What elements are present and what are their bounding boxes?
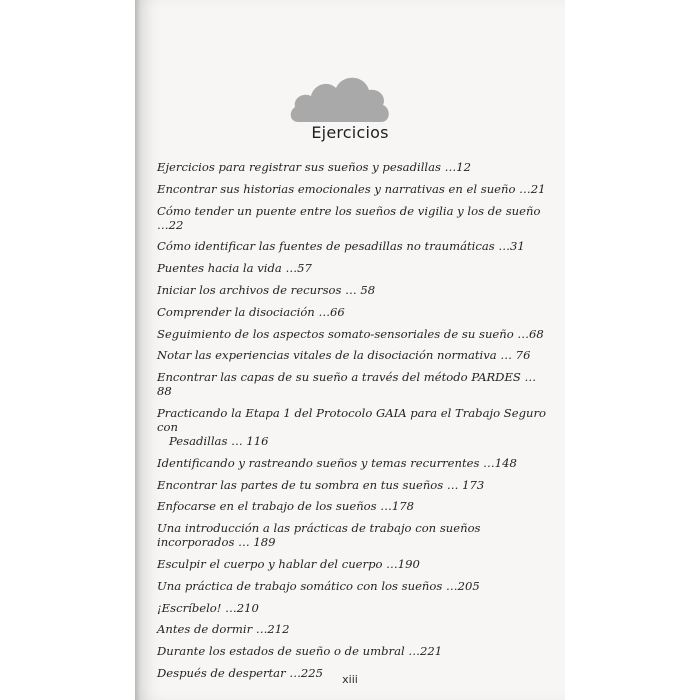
toc-entry[interactable]: Antes de dormir …212 (157, 622, 290, 637)
cloud-icon (288, 72, 392, 124)
toc-entry[interactable]: Encontrar las partes de tu sombra en tus sueños … 173 (157, 477, 485, 492)
toc-entry[interactable]: Puentes hacia la vida …57 (157, 261, 312, 276)
section-heading: Ejercicios (311, 123, 389, 142)
toc-entry[interactable] (157, 406, 547, 448)
toc-entry[interactable]: Seguimiento de los aspectos somato-sensoriales de su sueño …68 (157, 326, 544, 341)
toc-entry[interactable]: Encontrar las capas de su sueño a través del método PARDES …88 (157, 370, 537, 399)
toc-entry[interactable]: Ejercicios para registrar sus sueños y pesadillas …12 (157, 160, 472, 174)
page-number: xiii (342, 673, 358, 686)
toc-entry[interactable]: Después de despertar …225 (157, 665, 324, 680)
toc-entry[interactable]: Esculpir el cuerpo y hablar del cuerpo …190 (157, 556, 420, 571)
toc-entry[interactable]: Cómo tender un puente entre los sueños de vigilia y los de sueño …22 (157, 203, 541, 232)
toc-entry[interactable]: Una práctica de trabajo somático con los sueños …205 (157, 578, 480, 593)
exercise-list (157, 160, 547, 688)
spine-shadow (135, 0, 141, 700)
toc-entry[interactable]: Comprender la disociación …66 (157, 304, 345, 319)
toc-entry[interactable]: Notar las experiencias vitales de la disociación normativa … 76 (157, 348, 531, 363)
toc-entry[interactable]: Una introducción a las prácticas de trabajo con sueños incorporados … 189 (157, 521, 481, 550)
toc-entry[interactable]: Cómo identificar las fuentes de pesadillas no traumáticas …31 (157, 239, 525, 254)
toc-entry[interactable]: Enfocarse en el trabajo de los sueños …178 (157, 499, 414, 514)
toc-entry[interactable]: Durante los estados de sueño o de umbral …221 (157, 644, 443, 659)
toc-entry-line-2: Pesadillas … 116 (169, 433, 269, 448)
toc-entry[interactable]: Encontrar sus historias emocionales y narrativas en el sueño …21 (157, 181, 546, 196)
toc-entry[interactable]: ¡Escríbelo! …210 (157, 600, 259, 615)
toc-entry[interactable]: Identificando y rastreando sueños y temas recurrentes …148 (157, 455, 517, 470)
toc-entry[interactable]: Iniciar los archivos de recursos … 58 (157, 282, 376, 297)
toc-entry-line-1: Practicando la Etapa 1 del Protocolo GAIA para el Trabajo Seguro con (157, 405, 546, 434)
